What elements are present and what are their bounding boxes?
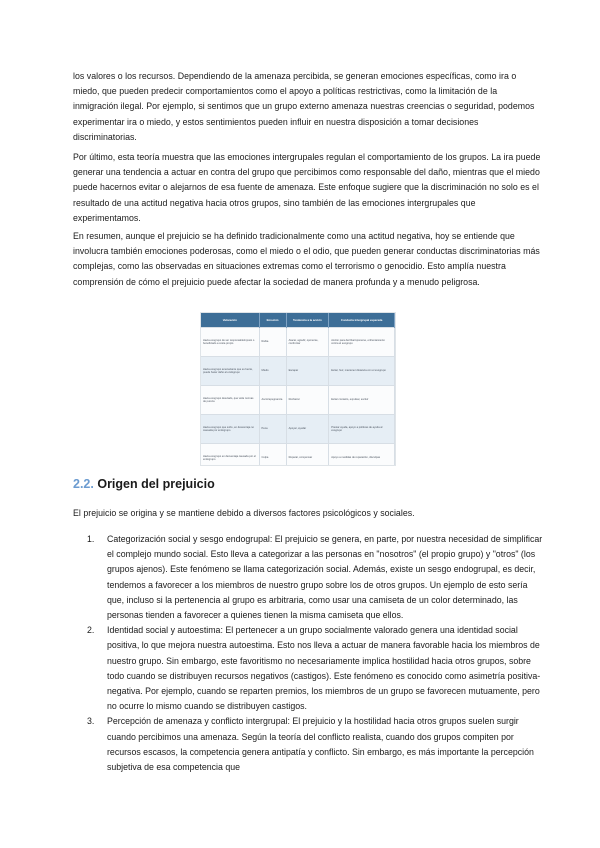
list-item-text: Percepción de amenaza y conflicto intergrupal: El prejuicio y la hostilidad hacia otros grupos suelen surgir cuando percibimos una amenaza. Según la teoría del conflicto realista, cuando dos grupos compiten por recursos escasos, la competencia genera antipatía y conflicto. Sin embargo, es más importante la percepción subjetiva de esa competencia que: [107, 716, 534, 773]
emotions-table: [201, 313, 395, 466]
origin-factors-list: [73, 532, 543, 775]
paragraph-intergroup-emotions: Por último, esta teoría muestra que las emociones intergrupales regulan el comportamiento de los grupos. La ira puede generar una tendencia a actuar en contra del grupo que percibimos como responsable del daño, mientras que el miedo puede hacernos evitar o alejarnos de esa fuente de amenaza. Este enfoque sugiere que la discriminación no solo es el resultado de una actitud negativa hacia otros grupos, sino también de las emociones intergrupales que experimentamos.: [73, 152, 541, 223]
table-cell: Evitar contacto, expulsar, excluir: [329, 386, 395, 415]
list-marker: 3.: [87, 716, 95, 727]
paragraph-threat-emotions: los valores o los recursos. Dependiendo de la amenaza percibida, se generan emociones específicas, como ira o miedo, que pueden predecir comportamientos como el apoyo a políticas restrictivas, como la limitación de la inmigración ilegal. Por ejemplo, si sentimos que un grupo externo amenaza nuestras creencias o seguridad, podemos experimentar ira o miedo, y estos sentimientos pueden influir en nuestra disposición a tomar decisiones discriminatorias.: [73, 71, 535, 142]
table-cell: Apoyo a medidas de reparación, disculpas: [329, 444, 395, 467]
table-cell: Rechazar: [286, 386, 329, 415]
table-cell: Culpa: [259, 444, 286, 467]
table-cell: Prestar ayuda, apoyo a políticas de ayuda al exogrupo: [329, 415, 395, 444]
table-header-cell: Conducta intergrupal esperada: [329, 313, 395, 328]
paragraph-summary: En resumen, aunque el prejuicio se ha definido tradicionalmente como una actitud negativa, hoy se entiende que involucra también emociones poderosas, como el miedo o el odio, que pueden generar conductas discriminatorias más complejas, como las observadas en situaciones extremas como el terrorismo o genocidio. Esto amplía nuestra comprensión de cómo el prejuicio puede afectar la sociedad de manera profunda y a menudo peligrosa.: [73, 231, 540, 287]
table-cell: Evitar, huir, mantener distancia con el exogrupo: [329, 357, 395, 386]
table-cell: Hacia exogrupo que sufre, en desventaja no causada por endogrupo: [201, 415, 259, 444]
section-number: 2.2.: [73, 477, 94, 491]
section-intro: El prejuicio se origina y se mantiene debido a diversos factores psicológicos y sociales.: [73, 508, 415, 518]
list-item-text: Categorización social y sesgo endogrupal: El prejuicio se genera, en parte, por nuestra necesidad de simplificar el complejo mundo social. Esto lleva a categorizar a las personas en "nosotros" (el propio grupo) y "otros" (los grupos ajenos). Este fenómeno se llama categorización social. Además, existe un sesgo endogrupal, es decir, tendemos a favorecer a los miembros de nuestro grupo sobre los de otros grupos. Un ejemplo de esto sería que, incluso si la pertenencia al grupo es arbitraria, como usar una camiseta de un color determinado, las personas tienden a favorecer a quienes tienen la misma camiseta que ellos.: [107, 534, 543, 621]
table-cell: Hacia exogrupo desviado, que viola normas de pureza: [201, 386, 259, 415]
table-row: [201, 415, 395, 444]
table-cell: Miedo: [259, 357, 286, 386]
table-cell: Asco/repugnancia: [259, 386, 286, 415]
table-cell: Hacia exogrupo amenazante que es fuerte, puede hacer daño al endogrupo: [201, 357, 259, 386]
list-item: [73, 532, 543, 623]
table-row: [201, 444, 395, 467]
table-cell: Reparar, compensar: [286, 444, 329, 467]
table-cell: Hacia exogrupo en desventaja causada por el endogrupo: [201, 444, 259, 467]
list-marker: 1.: [87, 534, 95, 544]
table-header-row: [201, 313, 395, 328]
list-item: [73, 714, 543, 775]
table-cell: Escapar: [286, 357, 329, 386]
table-cell: Hacia exogrupo de ser responsable/injusto o beneficiado a costa propio: [201, 328, 259, 357]
table-cell: Pena: [259, 415, 286, 444]
table-cell: Apoyar, ayudar: [286, 415, 329, 444]
emotions-table-figure: [200, 312, 396, 466]
table-row: [201, 386, 395, 415]
table-cell: Rabia: [259, 328, 286, 357]
list-marker: 2.: [87, 625, 95, 636]
table-row: [201, 328, 395, 357]
table-header-cell: Emoción: [259, 313, 286, 328]
table-cell: Atacar, agredir, oponerse, confrontar: [286, 328, 329, 357]
section-title: Origen del prejuicio: [97, 477, 215, 491]
list-item: [73, 623, 543, 714]
table-header-cell: Tendencia a la acción: [286, 313, 329, 328]
section-heading: [73, 477, 215, 491]
table-row: [201, 357, 395, 386]
list-item-text: Identidad social y autoestima: El pertenecer a un grupo socialmente valorado genera una identidad social positiva, lo que mejora nuestra autoestima. Esto nos lleva a actuar de manera favorable hacia los miembros de nuestro grupo. Sin embargo, este favoritismo no necesariamente implica hostilidad hacia otros grupos, sobre todo cuando se distribuyen recursos negativos (castigos). Este fenómeno es conocido como asimetría positiva-negativa. Por ejemplo, cuando se reparten premios, los miembros de un grupo se favorecen mutuamente, pero no ocurre lo mismo cuando se distribuyen castigos.: [107, 625, 541, 712]
table-header-cell: Valoración: [201, 313, 259, 328]
table-cell: Acción para derribar/oponerse, enfrentamiento contra el exogrupo: [329, 328, 395, 357]
